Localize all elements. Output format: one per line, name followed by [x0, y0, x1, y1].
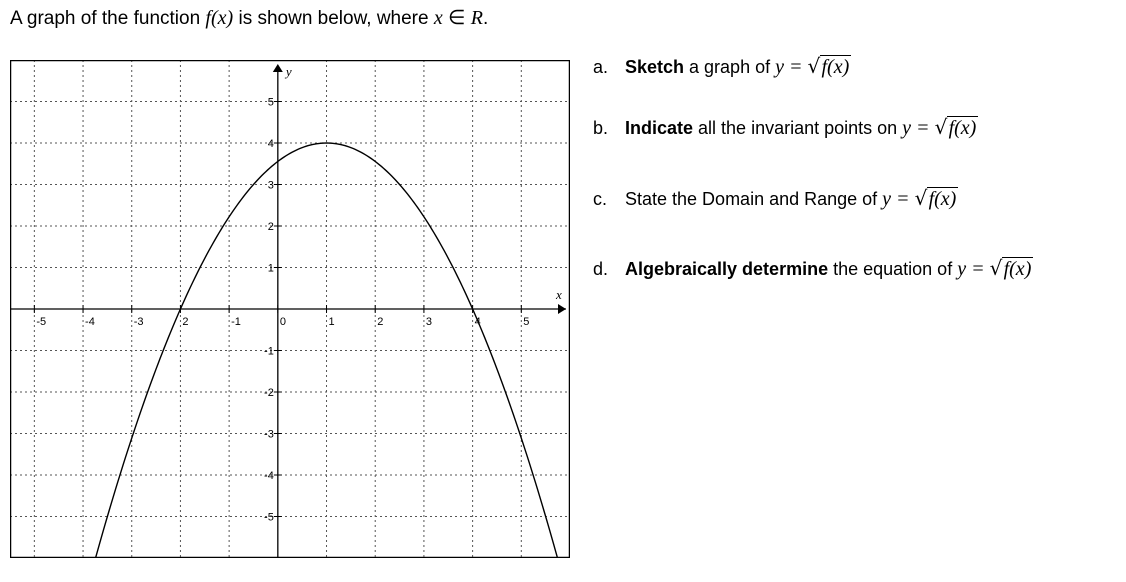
question-b-bold: Indicate — [625, 118, 694, 138]
x-tick-label: -3 — [133, 316, 144, 328]
question-c-letter: c. — [593, 189, 608, 209]
y-tick-label: 3 — [267, 179, 274, 192]
x-tick-label: -1 — [231, 316, 241, 328]
intro-domain-var: x — [433, 7, 443, 29]
y-tick-label: 5 — [267, 96, 274, 109]
sqrt-symbol: √ f(x) — [807, 54, 850, 78]
question-c — [593, 188, 958, 211]
question-a-radicand: f(x) — [821, 56, 850, 78]
y-axis-arrow-icon — [273, 64, 283, 72]
y-axis-label: y — [285, 64, 292, 79]
question-d-letter: d. — [593, 259, 609, 279]
intro-text-middle: is shown below, where — [238, 8, 434, 29]
question-c-lhs: y = — [882, 188, 910, 210]
y-tick-label: -5 — [264, 511, 274, 524]
question-d — [593, 258, 1033, 281]
y-tick-label: 2 — [267, 221, 274, 233]
question-a-bold: Sketch — [625, 57, 685, 77]
intro-text-before: A graph of the function — [10, 8, 206, 29]
y-tick-label: -2 — [264, 387, 274, 399]
question-c-text: State the Domain and Range of — [625, 189, 883, 209]
intro-text-end: . — [482, 8, 489, 29]
x-axis-arrow-icon — [558, 304, 566, 314]
tick-labels — [34, 64, 562, 524]
x-tick-label: 4 — [474, 316, 481, 328]
x-tick-label: 0 — [279, 316, 286, 328]
x-tick-label: 3 — [425, 316, 433, 328]
y-tick-label: -1 — [264, 345, 274, 358]
axes — [10, 64, 566, 558]
function-graph — [10, 60, 570, 558]
question-a-text: a graph of — [684, 57, 776, 77]
x-tick-label: 2 — [182, 316, 189, 328]
sqrt-symbol: √ f(x) — [934, 115, 977, 139]
question-b-radicand: f(x) — [948, 117, 977, 139]
x-axis-label: x — [556, 287, 562, 302]
question-d-radicand: f(x) — [1003, 258, 1032, 280]
question-b-letter: b. — [593, 118, 609, 138]
intro-sentence — [10, 5, 488, 30]
question-a — [593, 56, 851, 79]
sqrt-symbol: √ f(x) — [989, 256, 1032, 280]
question-c-radicand: f(x) — [928, 188, 957, 210]
sqrt-symbol: √ f(x) — [914, 186, 957, 210]
intro-domain-set: R — [470, 7, 483, 29]
y-tick-label: 4 — [267, 138, 274, 150]
y-tick-label: -4 — [264, 470, 274, 482]
y-tick-label: -3 — [264, 428, 274, 441]
question-d-text: the equation of — [828, 259, 958, 279]
intro-element-of: ∈ — [448, 7, 466, 29]
x-tick-label: 1 — [328, 316, 335, 328]
intro-function: f(x) — [205, 7, 234, 29]
question-b — [593, 117, 978, 140]
x-tick-label: 5 — [523, 316, 530, 328]
y-tick-label: 1 — [267, 262, 274, 275]
question-d-bold: Algebraically determine — [625, 259, 829, 279]
question-a-letter: a. — [593, 57, 609, 77]
question-a-lhs: y = — [775, 56, 803, 78]
x-tick-label: -4 — [85, 316, 95, 328]
question-b-text: all the invariant points on — [693, 118, 903, 138]
x-tick-label: 2 — [377, 316, 384, 328]
question-d-lhs: y = — [957, 258, 985, 280]
question-b-lhs: y = — [902, 117, 930, 139]
x-tick-label: -5 — [36, 316, 47, 328]
